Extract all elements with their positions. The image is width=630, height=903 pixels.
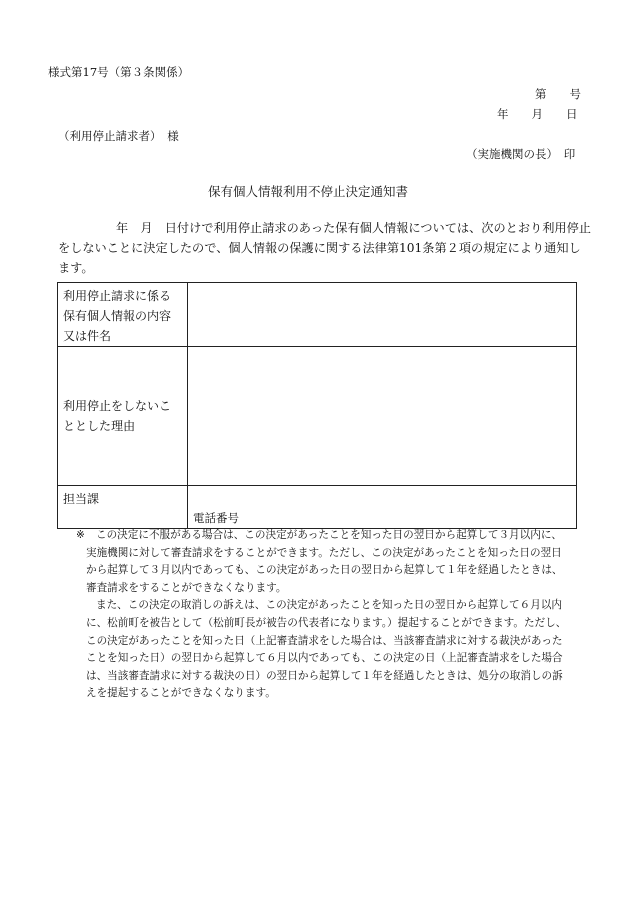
issuer: （実施機関の長） 印 <box>466 147 576 161</box>
note-2-line-4: ことを知った日）の翌日から起算して６月以内であっても、この決定の日（上記審査請求をした場合 <box>86 652 563 665</box>
content-label-cell <box>58 283 188 347</box>
document-number: 第 号 <box>535 87 581 101</box>
content-label-line-2: 保有個人情報の内容 <box>63 309 172 323</box>
reason-char-6: 由 <box>123 419 136 433</box>
body-line-1: 年 月 日付けで利用停止請求のあった保有個人情報については、次のとおり利用停止 <box>116 221 591 235</box>
note-2-line-3: この決定があったことを知った日（上記審査請求をした場合は、当該審査請求に対する裁決があった <box>86 634 563 647</box>
table-row-reason <box>58 347 577 486</box>
reason-label-line-2 <box>63 416 187 436</box>
table-row-department <box>58 486 577 529</box>
reason-char-1: と <box>63 419 76 433</box>
department-value-cell <box>188 486 577 529</box>
reason-value-cell <box>188 347 577 486</box>
department-label: 担当課 <box>63 492 100 506</box>
body-text <box>58 218 591 278</box>
reason-char-3: し <box>87 419 100 433</box>
note-1-line-2: 実施機関に対して審査請求をすることができます。ただし、この決定があったことを知った日の翌日 <box>86 546 562 559</box>
content-value-cell <box>188 283 577 347</box>
note-1-line-3: から起算して３月以内であっても、この決定があった日の翌日から起算して１年を経過したときは、 <box>86 564 563 577</box>
department-label-cell <box>58 486 188 529</box>
reason-label-line-1: 利用停止をしないこ <box>63 399 172 413</box>
form-number: 様式第17号（第３条関係） <box>48 65 190 79</box>
content-label-line-3: 又は件名 <box>63 329 112 343</box>
note-2-line-5: は、当該審査請求に対する裁決の日）の翌日から起算して１年を経過したときは、処分の取消しの訴 <box>86 669 563 682</box>
reason-char-4: た <box>99 419 112 433</box>
reason-char-2: と <box>75 419 88 433</box>
reason-label-cell <box>58 347 188 486</box>
decision-table <box>57 282 577 529</box>
note-2-line-6: えを提起することができなくなります。 <box>86 687 276 700</box>
note-2-line-2: に、松前町を被告として（松前町長が被告の代表者になります。）提起することができます。ただし、 <box>86 616 567 629</box>
phone-number-label: 電話番号 <box>193 511 239 525</box>
addressee: （利用停止請求者） 様 <box>58 129 179 143</box>
note-mark: ※ <box>76 529 85 541</box>
note-1-line-1: この決定に不服がある場合は、この決定があったことを知った日の翌日から起算して３月以内に、 <box>96 529 563 541</box>
reason-char-5: 理 <box>111 419 124 433</box>
note-1-line-4: 審査請求をすることができなくなります。 <box>86 581 287 594</box>
note-2-line-1: また、この決定の取消しの訴えは、この決定があったことを知った日の翌日から起算して６月以内 <box>96 599 563 612</box>
content-label-line-1: 利用停止請求に係る <box>63 289 172 303</box>
document-title: 保有個人情報利用不停止決定通知書 <box>208 184 409 199</box>
notes-section <box>78 527 588 703</box>
issue-date: 年 月 日 <box>497 107 578 121</box>
body-line-3: ます。 <box>58 261 94 275</box>
table-row-content <box>58 283 577 347</box>
body-line-2: をしないことに決定したので、個人情報の保護に関する法律第101条第２項の規定により通知し <box>58 241 581 255</box>
